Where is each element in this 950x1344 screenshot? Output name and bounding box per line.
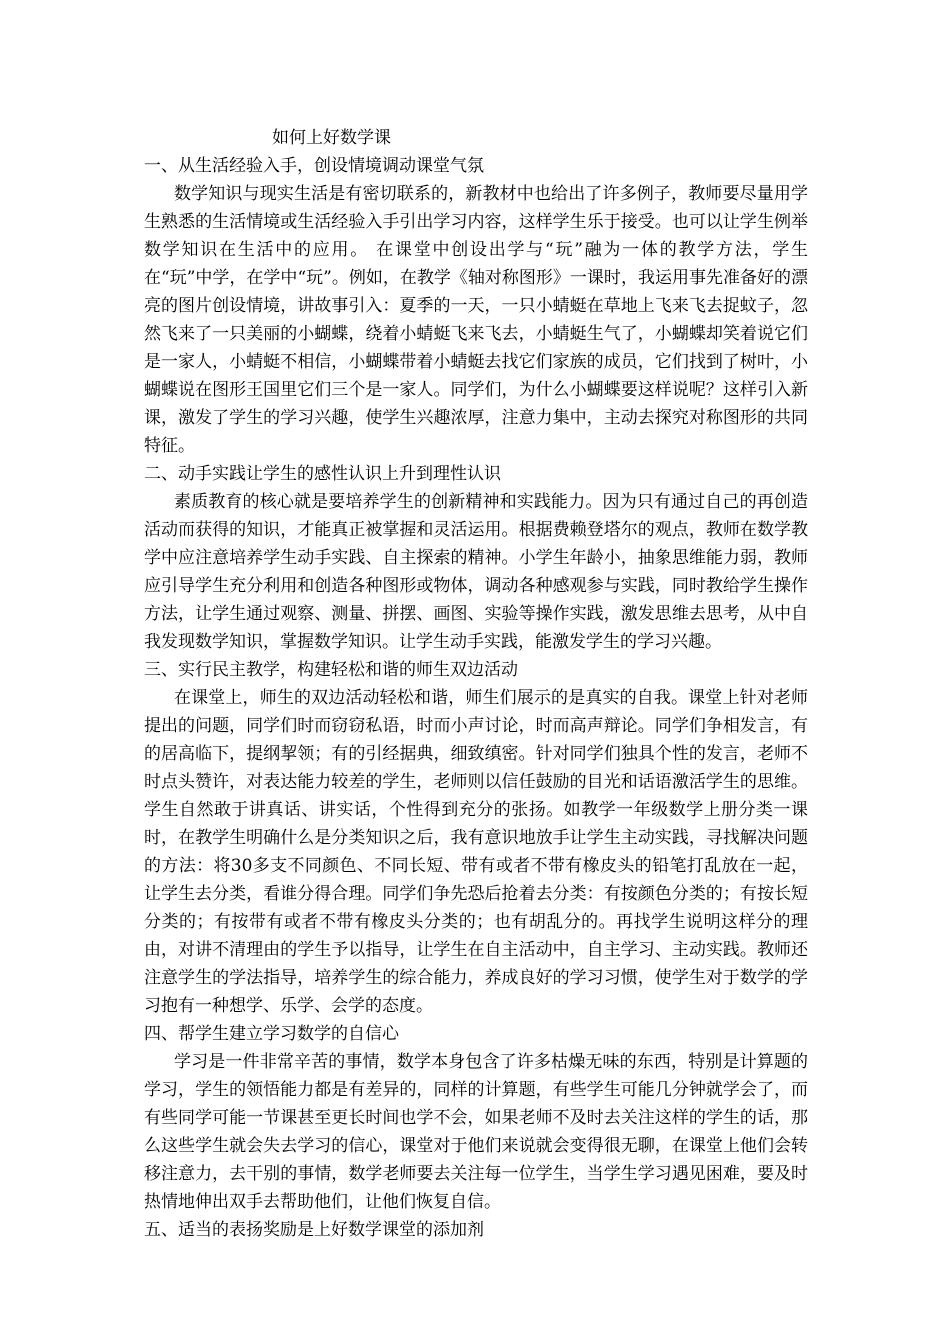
section-5: [144, 1216, 808, 1244]
section-heading: 二、动手实践让学生的感性认识上升到理性认识: [144, 464, 501, 484]
section-heading: 五、适当的表扬奖励是上好数学课堂的添加剂: [144, 1220, 484, 1240]
section-heading: 四、帮学生建立学习数学的自信心: [144, 1024, 399, 1044]
section-paragraph: 素质教育的核心就是要培养学生的创新精神和实践能力。因为只有通过自己的再创造活动而获得的知识，才能真正被掌握和灵活运用。根据费赖登塔尔的观点，教师在数学教学中应注意培养学生动手实践、自主探索的精神。小学生年龄小，抽象思维能力弱，教师应引导学生充分利用和创造各种图形或物体，调动各种感观参与实践，同时教给学生操作方法，让学生通过观察、测量、拼摆、画图、实验等操作实践，激发思维去思考，从中自我发现数学知识，掌握数学知识。让学生动手实践，能激发学生的学习兴趣。: [144, 492, 808, 652]
section-3: [144, 656, 808, 1020]
section-paragraph: 学习是一件非常辛苦的事情，数学本身包含了许多枯燥无味的东西，特别是计算题的学习，学生的领悟能力都是有差异的，同样的计算题，有些学生可能几分钟就学会了，而有些同学可能一节课甚至更长时间也学不会，如果老师不及时去关注这样的学生的话，那么这些学生就会失去学习的信心，课堂对于他们来说就会变得很无聊，在课堂上他们会转移注意力，去干别的事情，数学老师要去关注每一位学生，当学生学习遇见困难，要及时热情地伸出双手去帮助他们，让他们恢复自信。: [144, 1052, 808, 1212]
section-4: [144, 1020, 808, 1216]
section-2: [144, 460, 808, 656]
section-heading: 一、从生活经验入手，创设情境调动课堂气氛: [144, 156, 484, 176]
document-page: [144, 124, 808, 1244]
page-title: 如何上好数学课: [272, 128, 391, 148]
section-paragraph: 在课堂上，师生的双边活动轻松和谐，师生们展示的是真实的自我。课堂上针对老师提出的问题，同学们时而窃窃私语，时而小声讨论，时而高声辩论。同学们争相发言，有的居高临下，提纲挈领；有的引经据典，细致缜密。针对同学们独具个性的发言，老师不时点头赞许，对表达能力较差的学生，老师则以信任鼓励的目光和话语激活学生的思维。学生自然敢于讲真话、讲实话，个性得到充分的张扬。如教学一年级数学上册分类一课时，在教学生明确什么是分类知识之后，我有意识地放手让学生主动实践，寻找解决问题的方法：将30多支不同颜色、不同长短、带有或者不带有橡皮头的铅笔打乱放在一起，让学生去分类，看谁分得合理。同学们争先恐后抢着去分类：有按颜色分类的；有按长短分类的；有按带有或者不带有橡皮头分类的；也有胡乱分的。再找学生说明这样分的理由，对讲不清理由的学生予以指导，让学生在自主活动中，自主学习、主动实践。教师还注意学生的学法指导，培养学生的综合能力，养成良好的学习习惯，使学生对于数学的学习抱有一种想学、乐学、会学的态度。: [144, 688, 808, 1016]
section-heading: 三、实行民主教学，构建轻松和谐的师生双边活动: [144, 660, 518, 680]
section-paragraph: 数学知识与现实生活是有密切联系的，新教材中也给出了许多例子，教师要尽量用学生熟悉的生活情境或生活经验入手引出学习内容，这样学生乐于接受。也可以让学生例举数学知识在生活中的应用。 在课堂中创设出学与“玩”融为一体的教学方法，学生在“玩”中学，在学中“玩”。例如，在教学《轴对称图形》一课时，我运用事先准备好的漂亮的图片创设情境，讲故事引入：夏季的一天，一只小蜻蜓在草地上飞来飞去捉蚊子，忽然飞来了一只美丽的小蝴蝶，绕着小蜻蜓飞来飞去，小蜻蜓生气了，小蝴蝶却笑着说它们是一家人，小蜻蜓不相信，小蝴蝶带着小蜻蜓去找它们家族的成员，它们找到了树叶，小蝴蝶说在图形王国里它们三个是一家人。同学们，为什么小蝴蝶要这样说呢？这样引入新课，激发了学生的学习兴趣，使学生兴趣浓厚，注意力集中，主动去探究对称图形的共同特征。: [144, 184, 808, 456]
section-1: [144, 152, 808, 460]
